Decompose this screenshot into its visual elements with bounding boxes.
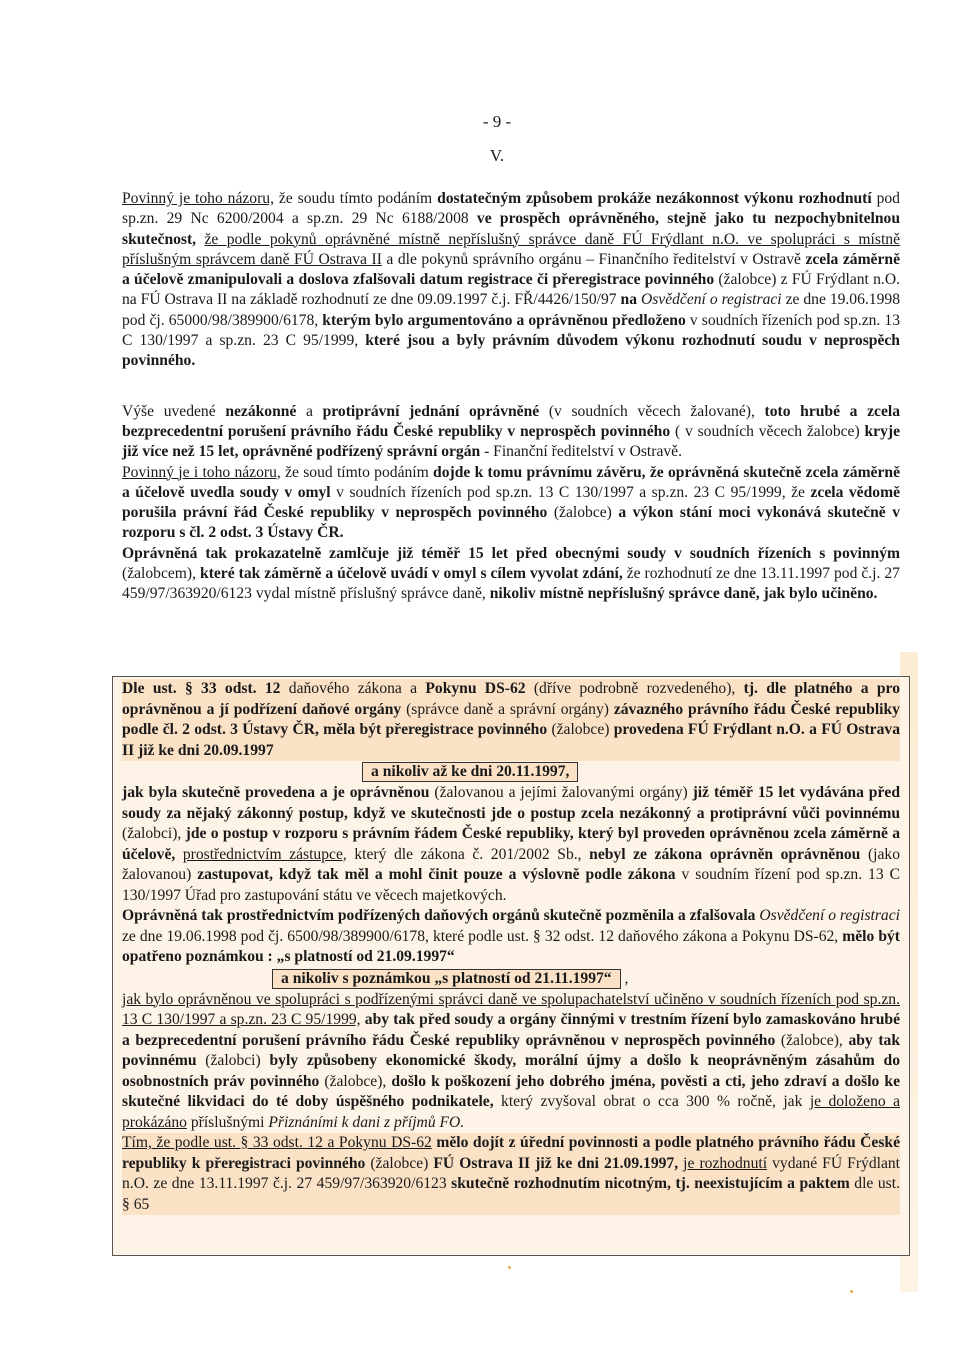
- section-heading: V.: [489, 146, 505, 165]
- box-paragraph-1: Dle ust. § 33 odst. 12 daňového zákona a Pokynu DS-62 (dříve podrobně rozvedeného), tj. dle platného a pro oprávněnou a jí podřízení daňové orgány (správce daně a správní orgány) závazného právního řádu České republiky podle čl. 2 odst. 3 Ústavy ČR, měla být přeregistrace povinného (žalobce) provedena FÚ Frýdlant n.O. a FÚ Ostrava II již ke dni 20.09.1997: [122, 679, 900, 761]
- body-text: [122, 189, 900, 605]
- paragraph-4: Oprávněná tak prokazatelně zamlčuje již téměř 15 let před obecnými soudy v soudních řízeních s povinným (žalobcem), které tak záměrně a účelově uvádí v omyl s cílem vyvolat zdání, že rozhodnutí ze dne 13.11.1997 pod č.j. 27 459/97/363920/6123 vydal místně příslušný správce daně, nikoliv místně nepříslušný správce daně, jak bylo učiněno.: [122, 544, 900, 603]
- paragraph-2: Výše uvedené nezákonné a protiprávní jednání oprávněné (v soudních věcech žalované), toto hrubé a zcela bezprecedentní porušení právního řádu České republiky v neprospěch povinného ( v soudních věcech žalobce) kryje již více než 15 let, oprávněné podřízený správní orgán - Finanční ředitelství v Ostravě.: [122, 402, 901, 461]
- box-text: [122, 679, 900, 1215]
- box-paragraph-3: Oprávněná tak prostřednictvím podřízených daňových orgánů skutečně pozměnila a zfalšovala Osvědčení o registraci ze dne 19.06.1998 pod čj. 6500/98/389900/6178, které podle ust. § 32 odst. 12 daňového zákona a Pokynu DS-62, mělo být opatřeno poznámkou : „s platností od 21.09.1997“: [122, 907, 900, 965]
- paragraph-1: Povinný je toho názoru, že soudu tímto podáním dostatečným způsobem prokáže nezákonnost výkonu rozhodnutí pod sp.zn. 29 Nc 6200/2004 a sp.zn. 29 Nc 6188/2008 ve prospěch oprávněného, stejně jako tu nezpochybnitelnou skutečnost, že podle pokynů oprávněné místně nepříslušný správce daně FÚ Frýdlant n.O. ve spolupráci s místně příslušným správcem daně FÚ Ostrava II a dle pokynů správního orgánu – Finančního ředitelství v Ostravě zcela záměrně a účelově zmanipulovali a doslova zfalšovali datum registrace či přeregistrace povinného (žalobce) z FÚ Frýdlant n.O. na FÚ Ostrava II na základě rozhodnutí ze dne 09.09.1997 č.j. FŘ/4426/150/97 na Osvědčení o registraci ze dne 19.06.1998 pod čj. 65000/98/389900/6178, kterým bylo argumentováno a oprávněnou předloženo v soudních řízeních pod sp.zn. 13 C 130/1997 a sp.zn. 23 C 95/1999, které jsou a byly právním důvodem výkonu rozhodnutí soudu v neprospěch povinného.: [122, 190, 901, 370]
- framed-note-2: a nikoliv s poznámkou „s platností od 21.11.1997“: [272, 969, 621, 989]
- box-paragraph-5: Tím, že podle ust. § 33 odst. 12 a Pokynu DS-62 mělo dojít z úřední povinnosti a podle platného právního řádu České republiky k přeregistraci povinného (žalobce) FÚ Ostrava II již ke dni 21.09.1997, je rozhodnutí vydané FÚ Frýdlant n.O. ze dne 13.11.1997 č.j. 27 459/97/363920/6123 skutečně rozhodnutím nicotným, tj. neexistujícím a paktem dle ust. § 65: [122, 1133, 900, 1215]
- paragraph-3: Povinný je i toho názoru, že soud tímto podáním dojde k tomu právnímu závěru, že oprávněná skutečně zcela záměrně a účelově uvedla soudy v omyl v soudních řízeních pod sp.zn. 13 C 130/1997 a sp.zn. 23 C 95/1999, že zcela vědomě porušila právní řád České republiky v neprospěch povinného (žalobce) a výkon stání moci vykonává skutečně v rozporu s čl. 2 odst. 3 Ústavy ČR.: [122, 463, 900, 542]
- box-paragraph-4: jak bylo oprávněnou ve spolupráci s podřízenými správci daně ve spolupachatelství učiněno v soudních řízeních pod sp.zn. 13 C 130/1997 a sp.zn. 23 C 95/1999, aby tak před soudy a orgány činnými v trestním řízení bylo zamaskováno hrubé a bezprecedentní porušení právního řádu České republiky oprávněnou v neprospěch povinného (žalobce), aby tak povinnému (žalobci) byly způsobeny ekonomické škody, morální újmy a došlo k neoprávněným zásahům do osobnostních práv povinného (žalobce), došlo k poškození jeho dobrého jména, pověsti a cti, jeho zdraví a došlo ke skutečné likvidaci do té doby úspěšného podnikatele, který zvyšoval obrat o cca 300 % ročně, jak je doloženo a prokázáno příslušnými Přiznáními k dani z příjmů FO.: [122, 990, 900, 1131]
- decorative-dot: [850, 1290, 853, 1293]
- box-paragraph-2: jak byla skutečně provedena a je oprávněnou (žalovanou a jejími žalovanými orgány) již téměř 15 let vydávána před soudy za nějaký zákonný postup, když ve skutečnosti jde o postup zcela nezákonný a protiprávní vůči povinnému (žalobci), jde o postup v rozporu s právním řádem České republiky, který byl proveden oprávněnou zcela záměrně a účelově, prostřednictvím zástupce, který dle zákona č. 201/2002 Sb., nebyl ze zákona oprávněn oprávněnou (jako žalovanou) zastupovat, když tak měl a mohl činit pouze a výslovně podle zákona v soudním řízení pod sp.zn. 13 C 130/1997 Úřad pro zastupování státu ve věcech majetkových.: [122, 784, 900, 904]
- decorative-dot: [508, 1266, 511, 1269]
- framed-date-1: a nikoliv až ke dni 20.11.1997,: [362, 762, 578, 782]
- framed-line-2: a nikoliv s poznámkou „s platností od 21.11.1997“ ,: [122, 968, 900, 990]
- framed-line-1: [122, 761, 900, 783]
- page-number: - 9 -: [482, 112, 512, 131]
